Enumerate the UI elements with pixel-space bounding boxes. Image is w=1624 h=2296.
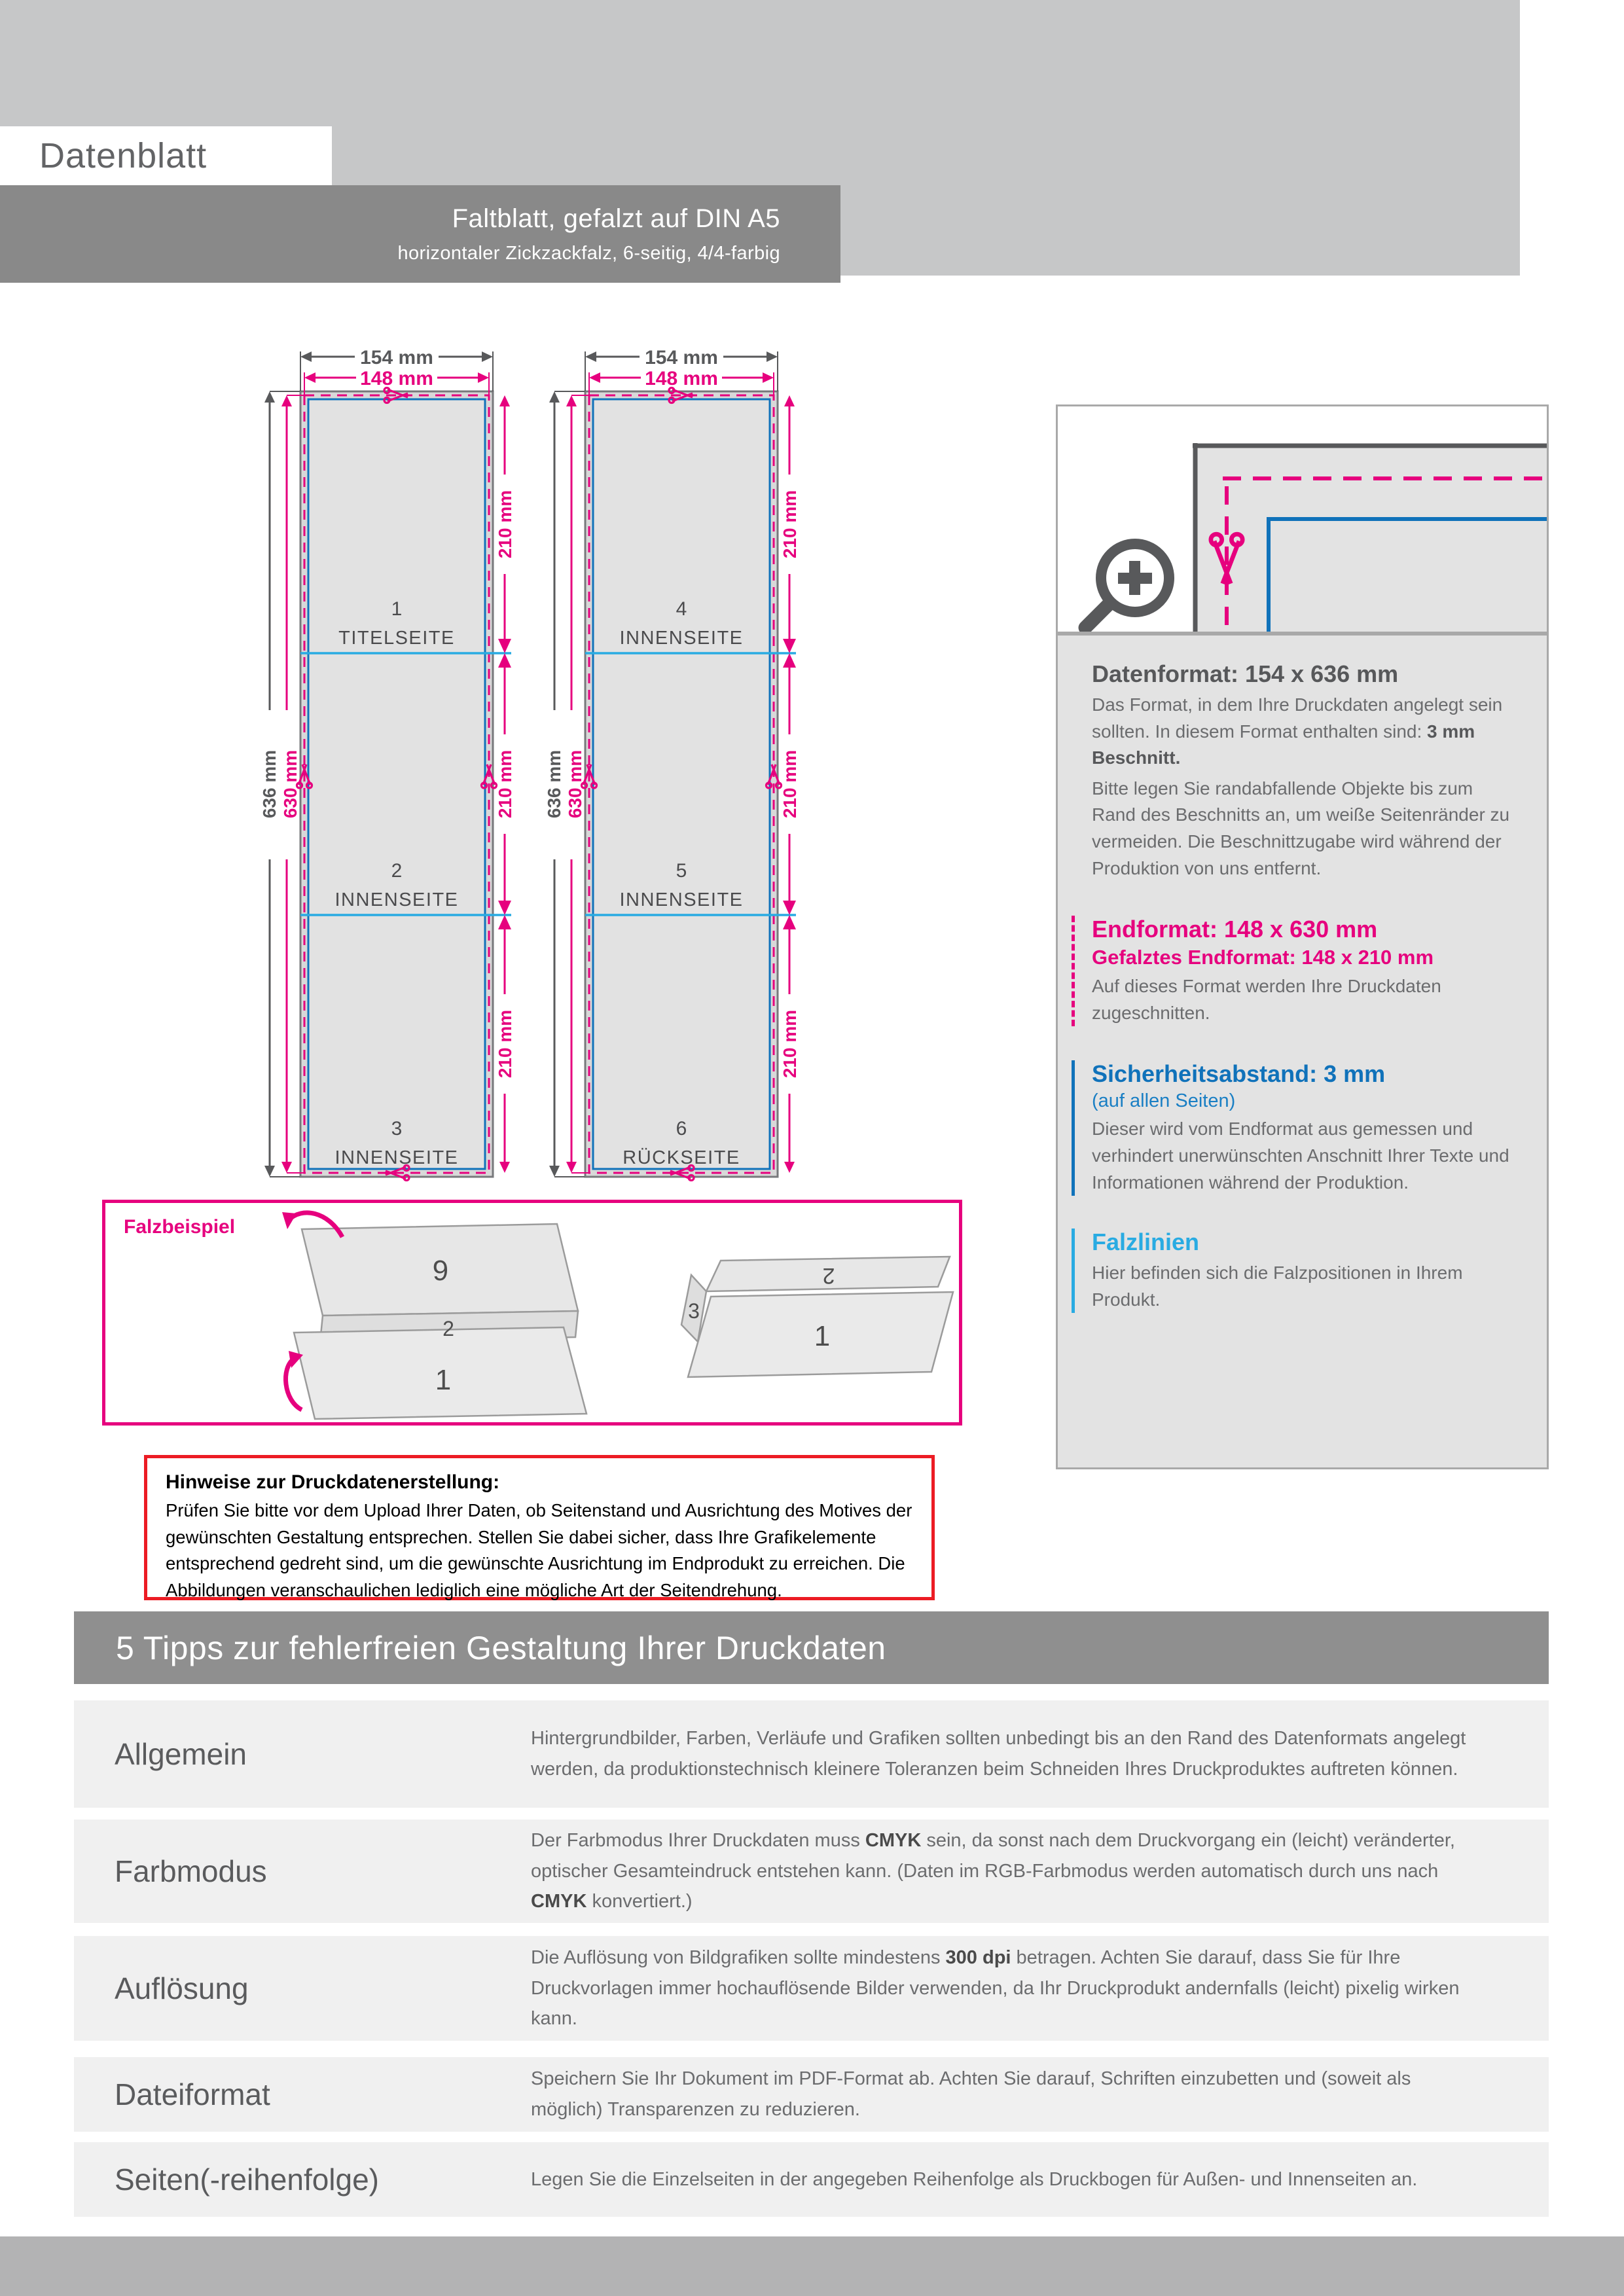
product-title: Faltblatt, gefalzt auf DIN A5 <box>452 204 780 233</box>
tip-row-seitenreihenfolge <box>74 2142 1549 2217</box>
dim-inner-width: 148 mm <box>360 368 433 389</box>
tip-row-allgemein <box>74 1700 1549 1808</box>
datenformat-block <box>1092 660 1519 882</box>
tip-row-farbmodus <box>74 1820 1549 1923</box>
tip-label: Allgemein <box>115 1737 247 1771</box>
endformat-heading: Endformat: 148 x 630 mm <box>1092 916 1378 943</box>
panel-label: INNENSEITE <box>619 889 744 910</box>
tip-row-dateiformat <box>74 2057 1549 2132</box>
fold-digit: 3 <box>688 1299 700 1323</box>
fold-digit: 1 <box>435 1364 452 1396</box>
panel-number: 6 <box>676 1118 687 1139</box>
upload-notes-box <box>144 1455 935 1600</box>
foldlines-body: Hier befinden sich die Falzpositionen in Ihrem Produkt. <box>1092 1263 1463 1310</box>
dim-panel-height: 210 mm <box>495 490 515 559</box>
upload-notes-body: Prüfen Sie bitte vor dem Upload Ihrer Daten, ob Seitenstand und Ausrichtung des Motives der gewünschten Gestaltung entsprechen. Stellen Sie dabei sicher, dass Ihre Grafikelemente entsprechend gedreht sind, um die gewünschte Ausrichtung im Endprodukt zu erreichen. Die Abbildungen veranschaulichen lediglich eine mögliche Art der Seitendrehung. <box>166 1500 912 1601</box>
product-subtitle: horizontaler Zickzackfalz, 6-seitig, 4/4-farbig <box>397 242 780 264</box>
tip-text: Hintergrundbilder, Farben, Verläufe und Grafiken sollten unbedingt bis an den Rand des Datenformats angelegt werden, da produktionstechnisch kleinere Toleranzen beim Schneiden Ihres Druckproduktes auftreten können. <box>531 1728 1466 1780</box>
tip-text: Die Auflösung von Bildgrafiken sollte mindestens 300 dpi betragen. Achten Sie darauf, dass Sie für Ihre Druckvorlagen immer hochauflösende Bilder verwenden, da Ihr Druckprodukt andernfalls (leicht) pixelig wirken kann. <box>531 1946 1460 2030</box>
dim-inner-width: 148 mm <box>645 368 718 389</box>
panel-label: RÜCKSEITE <box>623 1147 740 1168</box>
panel-number: 2 <box>391 860 403 882</box>
tips-header <box>74 1611 1549 1684</box>
page-title-label: Datenblatt <box>39 136 208 175</box>
sheet-diagram-inner <box>514 344 815 1181</box>
tip-label: Seiten(-reihenfolge) <box>115 2162 380 2197</box>
endformat-body: Auf dieses Format werden Ihre Druckdaten zugeschnitten. <box>1092 976 1441 1023</box>
dim-outer-width: 154 mm <box>645 347 718 368</box>
foldlines-heading: Falzlinien <box>1092 1229 1200 1256</box>
dim-panel-height: 210 mm <box>495 749 515 819</box>
endformat-subheading: Gefalztes Endformat: 148 x 210 mm <box>1092 946 1434 969</box>
tip-label: Auflösung <box>115 1971 249 2005</box>
corner-zoom-illustration <box>1058 406 1547 632</box>
fold-digit: 6 <box>432 1254 449 1286</box>
safety-block <box>1072 1060 1519 1196</box>
panel-number: 3 <box>391 1118 403 1139</box>
tip-text: Der Farbmodus Ihrer Druckdaten muss CMYK sein, da sonst nach dem Druckvorgang ein (leicht) veränderter, optischer Gesamteindruck entstehen kann. (Daten im RGB-Farbmodus werden automatisch durch uns nach CMYK konvertiert.) <box>531 1829 1455 1912</box>
panel-number: 5 <box>676 860 687 882</box>
tip-label: Dateiformat <box>115 2077 270 2111</box>
dim-outer-height: 636 mm <box>259 749 280 819</box>
panel-number: 4 <box>676 598 687 620</box>
safety-rect <box>593 399 770 1169</box>
zoom-preview-box <box>1056 404 1549 634</box>
dim-outer-height: 636 mm <box>544 749 564 819</box>
product-header <box>0 185 840 283</box>
fold-digit: 2 <box>822 1263 835 1288</box>
fold-steps-right <box>681 1257 953 1377</box>
sheet-diagram-outer <box>229 344 530 1181</box>
page-corner-fill <box>1195 446 1547 632</box>
tip-row-aufloesung <box>74 1936 1549 2041</box>
datenformat-paragraph2: Bitte legen Sie randabfallende Objekte bis zum Rand des Beschnitts an, um weiße Seitenränder zu vermeiden. Die Beschnittzugabe wird während der Produktion von uns entfernt. <box>1092 778 1510 878</box>
panel-label: INNENSEITE <box>334 889 459 910</box>
page-title <box>0 126 332 185</box>
fold-digit: 1 <box>814 1320 831 1352</box>
endformat-block <box>1072 916 1519 1026</box>
panel-label: TITELSEITE <box>338 628 455 649</box>
safety-body: Dieser wird vom Endformat aus gemessen und verhindert unerwünschten Anschnitt Ihrer Texte und Informationen während der Produktion. <box>1092 1119 1509 1193</box>
dim-panel-height: 210 mm <box>780 749 800 819</box>
tip-label: Farbmodus <box>115 1854 267 1888</box>
dim-panel-height: 210 mm <box>495 1009 515 1079</box>
foldlines-block <box>1072 1229 1519 1313</box>
dim-inner-height: 630 mm <box>565 749 585 819</box>
panel-label: INNENSEITE <box>334 1147 459 1168</box>
safety-rect <box>308 399 485 1169</box>
fold-digit: 2 <box>442 1317 454 1340</box>
tip-text: Legen Sie die Einzelseiten in der angegeben Reihenfolge als Druckbogen für Außen- und Innenseiten an. <box>531 2168 1418 2190</box>
fold-example-illustration <box>105 1203 959 1422</box>
tip-text: Speichern Sie Ihr Dokument im PDF-Format ab. Achten Sie darauf, Schriften einzubetten und (soweit als möglich) Transparenzen zu reduzieren. <box>531 2068 1411 2120</box>
dim-panel-height: 210 mm <box>780 1009 800 1079</box>
fold-example-box <box>102 1200 962 1426</box>
dim-outer-width: 154 mm <box>360 347 433 368</box>
datenformat-body: Das Format, in dem Ihre Druckdaten angelegt sein sollten. In diesem Format enthalten sind: 3 mm Beschnitt. <box>1092 694 1503 768</box>
safety-heading: Sicherheitsabstand: 3 mm <box>1092 1060 1386 1088</box>
panel-label: INNENSEITE <box>619 628 744 649</box>
panel-number: 1 <box>391 598 403 620</box>
format-info-panel <box>1056 634 1549 1469</box>
dim-inner-height: 630 mm <box>280 749 300 819</box>
upload-notes-title: Hinweise zur Druckdatenerstellung: <box>166 1471 500 1493</box>
tips-title: 5 Tipps zur fehlerfreien Gestaltung Ihrer Druckdaten <box>116 1629 886 1666</box>
footer-band <box>0 2236 1624 2296</box>
magnifier-plus-icon <box>1085 544 1169 628</box>
datenformat-heading: Datenformat: 154 x 636 mm <box>1092 660 1399 687</box>
fold-example-label: Falzbeispiel <box>124 1216 236 1238</box>
dim-panel-height: 210 mm <box>780 490 800 559</box>
safety-subheading: (auf allen Seiten) <box>1092 1090 1236 1112</box>
